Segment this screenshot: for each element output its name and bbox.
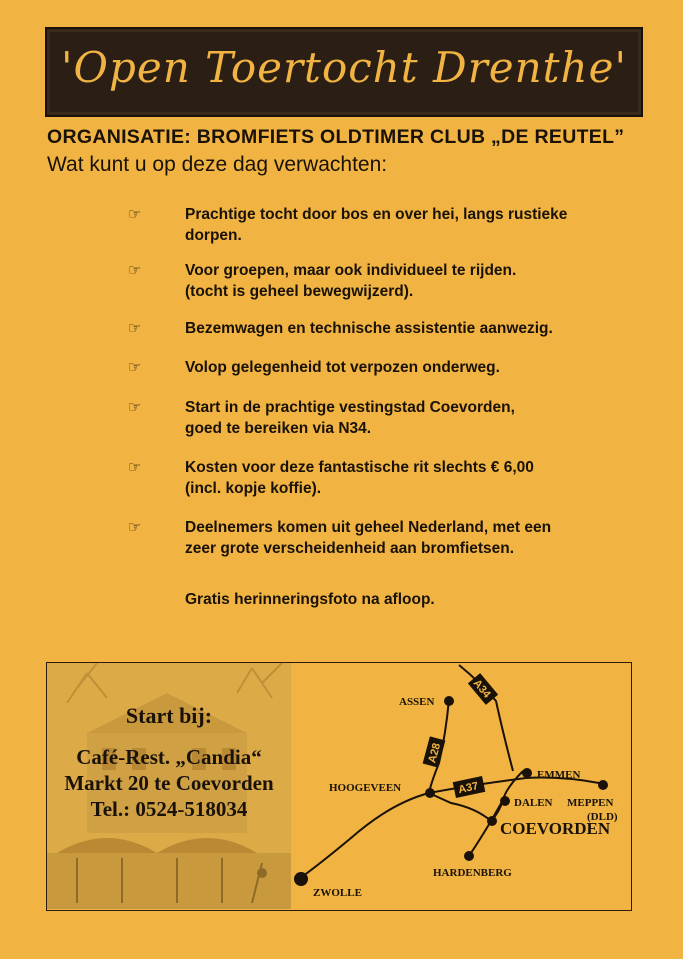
intro-text: Wat kunt u op deze dag verwachten: bbox=[47, 153, 388, 176]
road-coevorden bbox=[429, 793, 491, 821]
city-dot-coevorden bbox=[487, 816, 497, 826]
start-info-box bbox=[46, 662, 632, 911]
cafe-name: Café-Rest. „Candia“ bbox=[76, 745, 262, 769]
cafe-address: Markt 20 te Coevorden bbox=[64, 771, 274, 795]
city-label-emmen: EMMEN bbox=[537, 769, 581, 781]
svg-text:A34: A34 bbox=[470, 677, 493, 701]
route-map-svg bbox=[291, 663, 631, 909]
city-dot-zwolle bbox=[294, 872, 308, 886]
city-label-hardenberg: HARDENBERG bbox=[433, 867, 512, 879]
city-dot-assen bbox=[444, 696, 454, 706]
city-label-zwolle: ZWOLLE bbox=[313, 887, 362, 899]
banner-title: 'Open Toertocht Drenthe' bbox=[60, 43, 628, 92]
organisation-heading: ORGANISATIE: BROMFIETS OLDTIMER CLUB „DE REUTEL” bbox=[47, 126, 625, 148]
city-label-meppen: MEPPEN bbox=[567, 797, 614, 809]
svg-text:A37: A37 bbox=[457, 780, 480, 797]
cafe-phone: Tel.: 0524-518034 bbox=[90, 797, 248, 821]
route-map bbox=[291, 663, 631, 909]
city-dot-meppen bbox=[598, 780, 608, 790]
city-dot-hardenberg bbox=[464, 851, 474, 861]
city-label-dalen: DALEN bbox=[514, 797, 553, 809]
start-label: Start bij: bbox=[125, 703, 213, 728]
pointing-hand-icon: ☞ bbox=[128, 458, 142, 476]
svg-text:A28: A28 bbox=[426, 741, 444, 765]
city-dot-dalen bbox=[500, 796, 510, 806]
pointing-hand-icon: ☞ bbox=[128, 358, 142, 376]
city-dot-hoogeveen bbox=[425, 788, 435, 798]
title-banner bbox=[45, 27, 643, 117]
pointing-hand-icon: ☞ bbox=[128, 398, 142, 416]
pointing-hand-icon: ☞ bbox=[128, 205, 142, 223]
road-zwolle bbox=[299, 793, 429, 879]
city-label-meppen-sub: (DLD) bbox=[587, 811, 618, 823]
pointing-hand-icon: ☞ bbox=[128, 261, 142, 279]
gratis-note: Gratis herinneringsfoto na afloop. bbox=[185, 591, 435, 608]
city-label-assen: ASSEN bbox=[399, 696, 435, 708]
road-sign-a28 bbox=[423, 736, 446, 767]
pointing-hand-icon: ☞ bbox=[128, 518, 142, 536]
road-hardenberg bbox=[469, 821, 491, 856]
road-sign-a37 bbox=[453, 776, 486, 798]
cafe-photo bbox=[47, 663, 291, 909]
pointing-hand-icon: ☞ bbox=[128, 319, 142, 337]
city-dot-emmen bbox=[522, 768, 532, 778]
city-label-coevorden: COEVORDEN bbox=[500, 819, 611, 838]
city-label-hoogeveen: HOOGEVEEN bbox=[329, 782, 402, 794]
